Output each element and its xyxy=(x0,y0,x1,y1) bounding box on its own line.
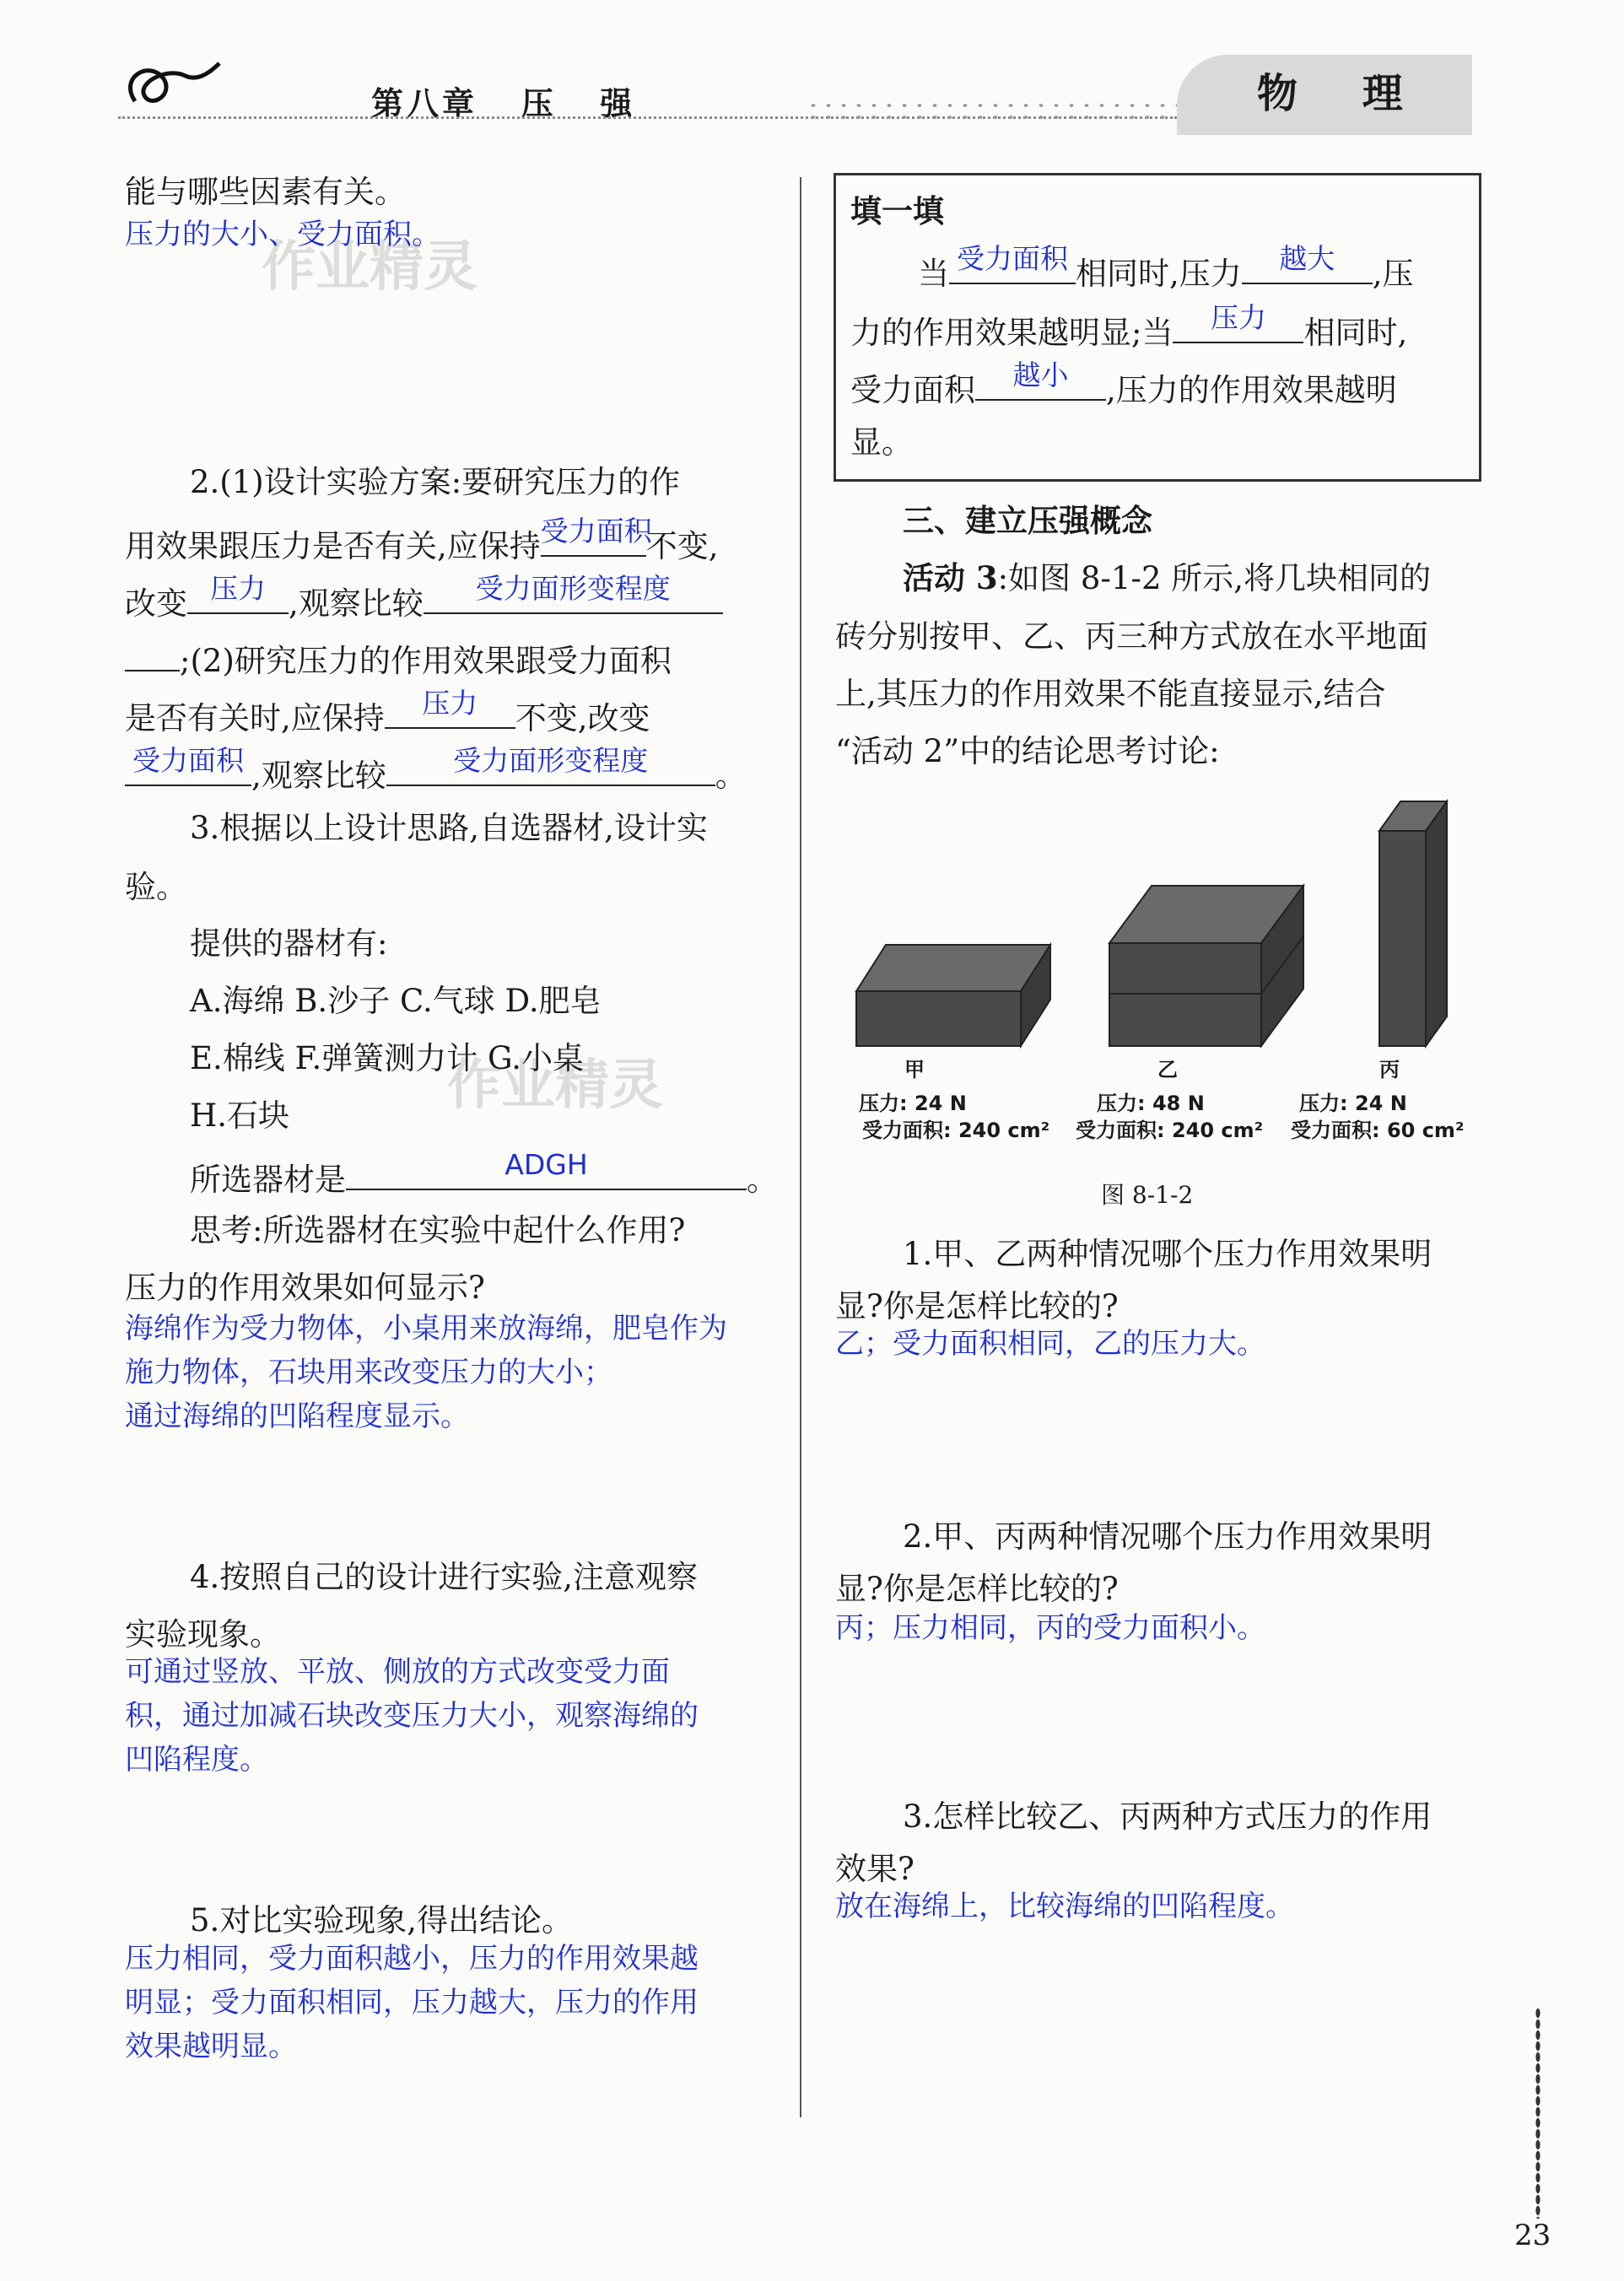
think-question: 思考:所选器材在实验中起什么作用? xyxy=(190,1212,686,1248)
answer-blank[interactable] xyxy=(975,359,1106,401)
figure-caption: 图 8-1-2 xyxy=(1101,1181,1194,1209)
text: ,观察比较 xyxy=(251,758,386,794)
margin-dots xyxy=(1535,2008,1540,2219)
materials-row: H.石块 xyxy=(190,1097,290,1134)
answer-text: 丙；压力相同，丙的受力面积小。 xyxy=(835,1611,1265,1645)
materials-title: 提供的器材有: xyxy=(190,925,388,962)
header-dots xyxy=(806,100,1177,125)
answer-blank[interactable] xyxy=(125,744,251,786)
text: 。 xyxy=(715,758,747,794)
activity-line: 上,其压力的作用效果不能直接显示,结合 xyxy=(835,676,1386,712)
section-heading: 三、建立压强概念 xyxy=(903,502,1152,539)
answer-blank[interactable] xyxy=(540,515,652,557)
activity-line: 砖分别按甲、乙、丙三种方式放在水平地面 xyxy=(835,618,1428,655)
question-2-line xyxy=(125,687,650,737)
area-label: 受力面积: 240 cm² xyxy=(862,1119,1050,1142)
force-label: 压力: 24 N xyxy=(859,1092,967,1115)
answer-text: 放在海绵上，比较海绵的凹陷程度。 xyxy=(835,1890,1294,1923)
answer-blank[interactable] xyxy=(125,636,180,671)
materials-row: A.海绵 B.沙子 C.气球 D.肥皂 xyxy=(190,983,602,1019)
answer-text: 积，通过加减石块改变压力大小，观察海绵的 xyxy=(125,1699,699,1733)
brick-jia xyxy=(856,945,1050,1046)
question-r1: 1.甲、乙两种情况哪个压力作用效果明 xyxy=(903,1236,1432,1272)
question-r3-line: 效果? xyxy=(835,1851,915,1887)
question-r2: 2.甲、丙两种情况哪个压力作用效果明 xyxy=(903,1518,1432,1555)
chapter-title: 第八章 压 强 xyxy=(371,84,636,122)
answer-text: 可通过竖放、平放、侧放的方式改变受力面 xyxy=(125,1655,670,1689)
question-2: 2.(1)设计实验方案:要研究压力的作 xyxy=(190,464,681,500)
text: :如图 8-1-2 所示,将几块相同的 xyxy=(997,560,1432,596)
question-3: 3.根据以上设计思路,自选器材,设计实 xyxy=(190,810,708,846)
text: ,压力的作用效果越明 xyxy=(1106,372,1397,408)
answer-blank[interactable] xyxy=(949,242,1076,284)
answer-text: 压力相同，受力面积越小，压力的作用效果越 xyxy=(125,1942,699,1976)
watermark: 作业精灵 xyxy=(447,1054,663,1117)
subject-title: 物 理 xyxy=(1257,70,1428,117)
answer-blank[interactable] xyxy=(187,572,289,614)
answer-fill: 压力 xyxy=(210,572,266,606)
text: ,观察比较 xyxy=(289,585,424,622)
question-2-line xyxy=(125,744,747,795)
question-r3: 3.怎样比较乙、丙两种方式压力的作用 xyxy=(903,1798,1432,1835)
text-line: 能与哪些因素有关。 xyxy=(125,174,406,210)
force-label: 压力: 48 N xyxy=(1097,1092,1205,1115)
question-r2-line: 显?你是怎样比较的? xyxy=(835,1571,1119,1607)
text: 不变, xyxy=(645,528,719,564)
question-5: 5.对比实验现象,得出结论。 xyxy=(190,1902,574,1939)
selected-materials xyxy=(190,1148,778,1199)
text: ,压 xyxy=(1372,256,1414,292)
text: 改变 xyxy=(125,585,187,622)
answer-text: 效果越明显。 xyxy=(125,2030,297,2063)
answer-fill: 越小 xyxy=(1012,359,1069,392)
box-line xyxy=(850,301,1408,352)
chapter-logo-icon xyxy=(118,51,228,118)
text: 相同时,压力 xyxy=(1076,256,1242,292)
text: 当 xyxy=(918,256,949,292)
question-4: 4.按照自己的设计进行实验,注意观察 xyxy=(190,1559,699,1595)
text: 。 xyxy=(747,1162,778,1198)
brick-figure xyxy=(844,793,1485,1080)
answer-blank[interactable] xyxy=(1173,301,1303,343)
text: 受力面积 xyxy=(850,372,975,408)
column-divider xyxy=(800,177,801,2117)
question-r1-line: 显?你是怎样比较的? xyxy=(835,1288,1119,1324)
materials-row: E.棉线 F.弹簧测力计 G.小桌 xyxy=(190,1040,584,1076)
box-line xyxy=(850,359,1397,409)
text: 是否有关时,应保持 xyxy=(125,700,385,736)
question-2-line xyxy=(125,636,672,680)
answer-text: 凹陷程度。 xyxy=(125,1743,268,1777)
think-question: 压力的作用效果如何显示? xyxy=(125,1270,485,1306)
brick-yi xyxy=(1109,886,1303,1046)
figure-label: 乙 xyxy=(1157,1058,1178,1081)
answer-blank[interactable] xyxy=(385,687,515,729)
activity-label: 活动 3 xyxy=(903,559,998,596)
answer-fill: 受力面积 xyxy=(132,744,244,778)
answer-fill: 受力面积 xyxy=(957,242,1068,276)
answer-fill: ADGH xyxy=(504,1148,588,1182)
force-label: 压力: 24 N xyxy=(1299,1092,1407,1115)
text: 用效果跟压力是否有关,应保持 xyxy=(125,528,541,564)
page-number: 23 xyxy=(1514,2219,1551,2252)
box-line xyxy=(918,242,1414,293)
answer-text: 压力的大小、受力面积。 xyxy=(125,218,440,251)
text: 不变,改变 xyxy=(515,700,650,736)
answer-blank[interactable] xyxy=(346,1148,747,1190)
activity-3 xyxy=(903,559,1431,597)
area-label: 受力面积: 60 cm² xyxy=(1291,1119,1465,1142)
answer-fill: 越大 xyxy=(1279,242,1335,276)
text: 所选器材是 xyxy=(190,1162,346,1198)
figure-label: 甲 xyxy=(904,1058,925,1081)
answer-fill: 受力面积 xyxy=(540,515,652,548)
watermark: 作业精灵 xyxy=(262,236,477,299)
answer-text: 乙；受力面积相同，乙的压力大。 xyxy=(835,1327,1265,1361)
answer-blank[interactable] xyxy=(386,744,715,786)
answer-fill: 压力 xyxy=(422,687,478,720)
question-2-line xyxy=(125,515,719,565)
question-3-line: 验。 xyxy=(125,869,187,905)
answer-text: 明显；受力面积相同，压力越大，压力的作用 xyxy=(125,1986,699,2019)
text: 力的作用效果越明显;当 xyxy=(850,315,1173,351)
brick-bing xyxy=(1379,801,1447,1046)
box-line: 显。 xyxy=(850,424,913,461)
answer-fill: 受力面形变程度 xyxy=(475,572,671,606)
answer-fill: 受力面形变程度 xyxy=(453,744,649,778)
answer-fill: 压力 xyxy=(1210,301,1266,335)
text: ;(2)研究压力的作用效果跟受力面积 xyxy=(180,643,672,679)
figure-label: 丙 xyxy=(1379,1058,1400,1081)
answer-blank[interactable] xyxy=(1242,242,1373,284)
question-2-line xyxy=(125,572,723,623)
area-label: 受力面积: 240 cm² xyxy=(1076,1119,1264,1142)
text: 相同时, xyxy=(1303,315,1408,351)
answer-blank[interactable] xyxy=(424,572,723,614)
activity-line: “活动 2”中的结论思考讨论: xyxy=(835,733,1220,769)
answer-text: 施力物体，石块用来改变压力的大小； xyxy=(125,1356,612,1389)
question-4-line: 实验现象。 xyxy=(125,1616,281,1653)
box-title: 填一填 xyxy=(850,192,944,229)
answer-text: 通过海绵的凹陷程度显示。 xyxy=(125,1399,469,1433)
answer-text: 海绵作为受力物体，小桌用来放海绵，肥皂作为 xyxy=(125,1312,727,1345)
